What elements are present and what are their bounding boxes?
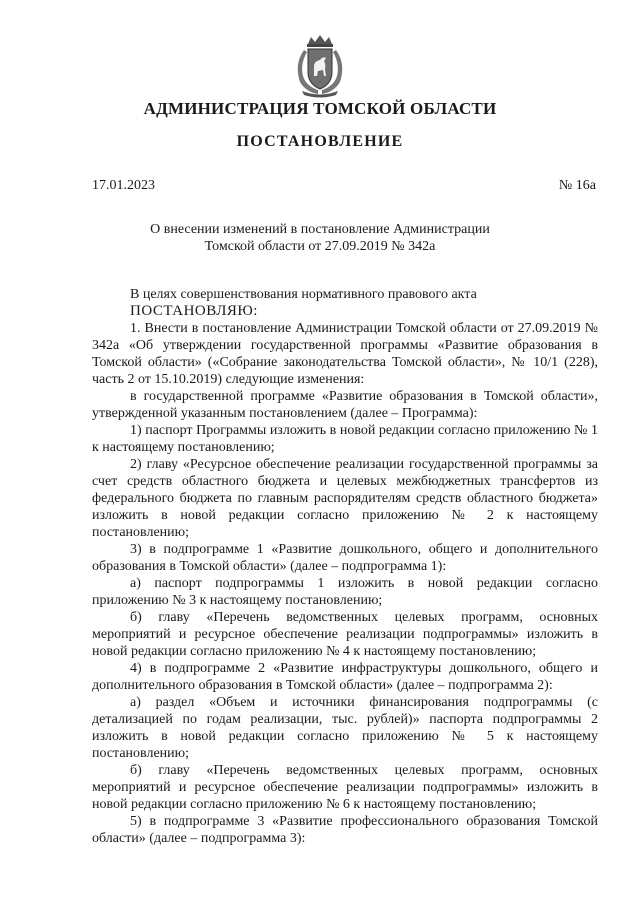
body-paragraph: 4) в подпрограмме 2 «Развитие инфраструктуры дошкольного, общего и дополнительного образования в Томской области» (далее – подпрограмма 2): [92,661,598,693]
body-paragraph: 1. Внести в постановление Администрации Томской области от 27.09.2019 № 342а «Об утверждении государственной программы «Развитие образования в Томской области» («Собрание законодательства Томской области», № 10/1 (228), часть 2 от 15.10.2019) следующие изменения: [92,321,598,387]
body-paragraph: 1) паспорт Программы изложить в новой редакции согласно приложению № 1 к настоящему постановлению; [92,423,598,455]
coat-of-arms-icon [292,34,348,98]
body-paragraph: а) паспорт подпрограммы 1 изложить в новой редакции согласно приложению № 3 к настоящему постановлению; [92,576,598,608]
body-paragraph: 2) главу «Ресурсное обеспечение реализации государственной программы за счет средств областного бюджета и целевых межбюджетных трансфертов из федерального бюджета по главным распорядителям средств областного бюджета» изложить в новой редакции согласно приложению № 2 к настоящему постановлению; [92,457,598,540]
body-paragraph: 3) в подпрограмме 1 «Развитие дошкольного, общего и дополнительного образования в Томской области» (далее – подпрограмма 1): [92,542,598,574]
document-number: № 16а [558,178,596,193]
body-paragraph: 5) в подпрограмме 3 «Развитие профессионального образования Томской области» (далее – подпрограмма 3): [92,814,598,846]
subject-line: О внесении изменений в постановление Администрации [150,222,490,237]
document-body [92,286,598,847]
subject-line: Томской области от 27.09.2019 № 342а [204,239,436,254]
document-date: 17.01.2023 [92,178,155,193]
body-paragraph: а) раздел «Объем и источники финансирования подпрограммы (с детализацией по годам реализации, тыс. рублей)» паспорта подпрограммы 2 изложить в новой редакции согласно приложению № 5 к настоящему постановлению; [92,695,598,761]
document-subject [130,221,510,255]
body-paragraph: б) главу «Перечень ведомственных целевых программ, основных мероприятий и ресурсное обеспечение реализации подпрограммы» изложить в новой редакции согласно приложению № 6 к настоящему постановлению; [92,763,598,812]
body-paragraph: В целях совершенствования нормативного правового акта [130,287,477,302]
organization-title: АДМИНИСТРАЦИЯ ТОМСКОЙ ОБЛАСТИ [143,99,497,118]
body-paragraph: в государственной программе «Развитие образования в Томской области», утвержденной указанным постановлением (далее – Программа): [92,389,598,421]
document-type: ПОСТАНОВЛЕНИЕ [236,133,404,150]
decree-word: ПОСТАНОВЛЯЮ: [130,303,258,319]
body-paragraph: б) главу «Перечень ведомственных целевых программ, основных мероприятий и ресурсное обеспечение реализации подпрограммы» изложить в новой редакции согласно приложению № 4 к настоящему постановлению; [92,610,598,659]
